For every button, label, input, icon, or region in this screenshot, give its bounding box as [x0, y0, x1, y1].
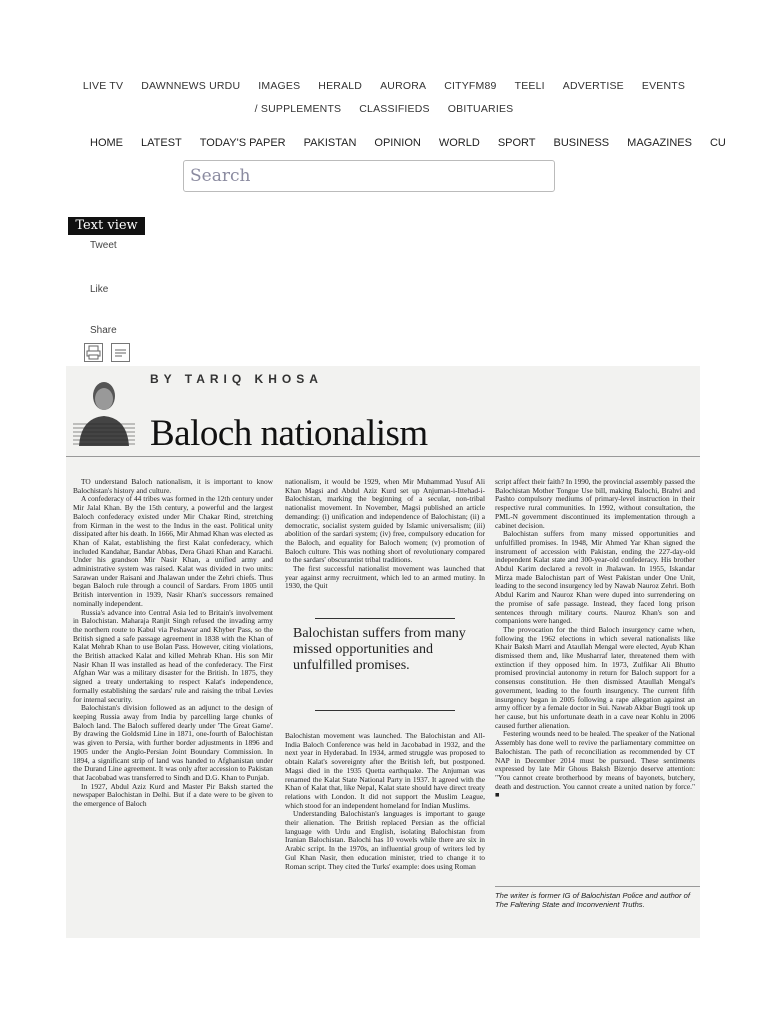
headline-rule	[66, 456, 700, 457]
text-view-button[interactable]: Text view	[68, 217, 145, 235]
nav-world[interactable]: WORLD	[438, 137, 480, 149]
top-link-aurora[interactable]: AURORA	[380, 79, 427, 92]
author-bio: The writer is former IG of Balochistan Police and author of The Faltering State and Inconvenient Truths.	[495, 886, 700, 909]
article-scan	[66, 366, 700, 938]
nav-cut-off-item[interactable]: CU	[709, 137, 726, 149]
top-link-cityfm89[interactable]: CITYFM89	[444, 79, 497, 92]
pull-quote-rule-bottom	[315, 710, 455, 711]
nav-latest[interactable]: LATEST	[141, 137, 182, 149]
paragraph: nationalism, it would be 1929, when Mir Muhammad Yusuf Ali Khan Magsi and Abdul Aziz Kurd set up Anjuman-i-Ittehad-i-Balochistan, marking the beginning of a secular, non-tribal nationalist movement. In November, Magsi published an article demanding: (i) unification and independence of Balochistan; (ii) a democratic, socialist system guided by Islamic universalism; (iii) abolition of the sardari system; (iv) free, compulsory education for the Baloch, and equality for Baloch women; (v) promotion of Baloch culture. This was nothing short of revolutionary compared to the sardars' obscurantist tribal traditions.	[285, 477, 485, 565]
paragraph: A confederacy of 44 tribes was formed in the 12th century under Mir Jalal Khan. By the 15th century, a powerful and the largest Baloch confederacy existed under Mir Chakar Rind, stretching from Kirman in the west to the Indus in the east. Political unity dissipated after his death. In 1666, Mir Ahmad Khan was elected as Khan of Kalat, establishing the first Kalat confederacy, which included Kandahar, Bandar Abbas, Dera Ghazi Khan and Karachi. Under his grandson Mir Nasir Khan, a unified army and administrative system was raised. Kalat was divided in two units: Sarawan under Raisani and Jhalawan under the Zehri chiefs. Thus began Baloch rule through a council of Sardars. From 1805 until British intervention in 1939, Nasir Khan's successors remained nominally independent.	[73, 494, 273, 608]
nav-magazines[interactable]: MAGAZINES	[627, 137, 692, 149]
top-link-events[interactable]: EVENTS	[641, 79, 686, 92]
author-portrait	[73, 374, 135, 446]
main-nav	[90, 137, 726, 149]
top-link-classifieds[interactable]: CLASSIFIEDS	[359, 102, 430, 115]
nav-pakistan[interactable]: PAKISTAN	[303, 137, 357, 149]
paragraph: The provocation for the third Baloch insurgency came when, following the 1962 elections in which several nationalists like Khair Baksh Marri and Ataullah Mengal were elected, Ayub Khan dismissed them and, like Musharraf later, threatened them with extinction if they opposed him. In 1973, Zulfikar Ali Bhutto promised provincial autonomy in return for Baloch support for a consensus constitution. He then dismissed Ataullah Mengal's government, leading to the fourth insurgency. The current fifth insurgency began in 2005 following a rape allegation against an army officer by a female doctor in Sui. Nawab Akbar Bugti took up her cause, but his unfortunate death in a cave near Kohlu in 2006 caused further alienation.	[495, 624, 695, 730]
tweet-link[interactable]: Tweet	[90, 240, 117, 251]
top-links-row-2	[0, 97, 768, 120]
pull-quote	[285, 614, 485, 714]
nav-sport[interactable]: SPORT	[497, 137, 536, 149]
nav-opinion[interactable]: OPINION	[374, 137, 421, 149]
paragraph: Balochistan suffers from many missed opportunities and unfulfilled promises. In 1948, Mir Ahmed Yar Khan signed the instrument of accession with Pakistan, ending the 227-day-old independent Kalat state and 300-year-old confederacy. His brother Abdul Karim declared a revolt in Jhalawan. In 1955, Iskandar Mirza made Balochistan part of West Pakistan under One Unit, leading to the second insurgency led by Nawab Nauroz Zehri. Both Abdul Karim and Nauroz Khan were duped into surrendering on the promise of safe passage. Instead, they faced long prison sentences through military courts. Nauroz Khan's son and companions were hanged.	[495, 529, 695, 626]
nav-home[interactable]: HOME	[90, 137, 123, 149]
top-link-herald[interactable]: HERALD	[318, 79, 363, 92]
paragraph: Russia's advance into Central Asia led to Britain's involvement in Balochistan. Maharaja Ranjit Singh refused the invading army the northern route to Kabul via Peshawar and Khyber Pass, so the British signed a safe passage agreement in 1838 with the Khan of Kalat Mehrab Khan to use Bolan Pass. However, citing violations, the British attacked Kalat and killed Mehrab Khan. His son Mir Nasir Khan II was installed as head of the confederacy. The First Afghan War was a military disaster for the British. In 1875, they signed a treaty undertaking to respect Kalat's independence, formally establishing the sardars' rule and raising the tribal Levies for internal security.	[73, 607, 273, 704]
top-link-dawnnews-urdu[interactable]: DAWNNEWS URDU	[141, 79, 241, 92]
paragraph: TO understand Baloch nationalism, it is important to know Balochistan's history and culture.	[73, 477, 273, 495]
top-link-obituaries[interactable]: OBITUARIES	[447, 102, 514, 115]
headline: Baloch nationalism	[150, 413, 428, 454]
printer-icon[interactable]	[84, 343, 103, 362]
top-link-teeli[interactable]: TEELI	[514, 79, 545, 92]
paragraph: The first successful nationalist movement was launched that year against army recruitment, which led to an armed mutiny. In 1930, the Quit	[285, 564, 485, 591]
like-link[interactable]: Like	[90, 284, 109, 295]
pull-quote-rule-top	[315, 618, 455, 619]
page-tools	[84, 343, 130, 362]
paragraph: Understanding Balochistan's languages is important to gauge their alienation. The British replaced Persian as the official language with Urdu and English, isolating Balochistan from Iranian Balochistan. Balochi has 10 vowels while there are six in Arabic script. In the 1970s, an influential group of writers led by Gul Khan Nasir, then education minister, tried to change it to Roman script. They cited the Turks' example: does using Roman	[285, 809, 485, 871]
paragraph: Balochistan's division followed as an adjunct to the design of keeping Russia away from India by parcelling large chunks of Baloch land. The Baloch suffered dearly under 'The Great Game'. By drawing the Goldsmid Line in 1871, one-fourth of Balochistan was given to Persia, with further border adjustments in 1896 and 1905 under the Anglo-Persian Joint Boundary Commission. In 1894, a significant strip of land was handed to Afghanistan under the Durand Line agreement. It was only after accession to Pakistan that Jacobabad was transferred to Sindh and D.G. Khan to Punjab.	[73, 703, 273, 782]
byline: BY TARIQ KHOSA	[150, 372, 323, 386]
search-input[interactable]	[183, 160, 555, 192]
top-links-row-1	[0, 74, 768, 97]
nav-business[interactable]: BUSINESS	[553, 137, 610, 149]
email-icon[interactable]	[111, 343, 130, 362]
column-3	[495, 478, 695, 800]
column-1	[73, 478, 273, 809]
top-link-supplements[interactable]: / SUPPLEMENTS	[254, 102, 342, 115]
share-link[interactable]: Share	[90, 325, 117, 336]
column-2-bottom	[285, 732, 485, 871]
paragraph: Festering wounds need to be healed. The speaker of the National Assembly has done well to revive the parliamentary committee on Balochistan. The path of reconciliation as recommended by CT NAP in December 2014 must be pursued. These sentiments expressed by late Mir Ghous Baksh Bizenjo deserve attention: "You cannot create brotherhood by means of bayonets, butchery, death and destruction. You cannot create a united nation by force." ■	[495, 729, 695, 800]
top-links	[0, 74, 768, 120]
column-2-top	[285, 478, 485, 591]
paragraph: In 1927, Abdul Aziz Kurd and Master Pir Baksh started the newspaper Balochistan in Delhi. But if a date were to be given to the emergence of Baloch	[73, 781, 273, 809]
paragraph: Balochistan movement was launched. The Balochistan and All-India Baloch Conference was held in Jacobabad in 1932, and the next year in Hyderabad. In 1934, armed struggle was proposed to obtain Kalat's sovereignty after the British left, but postponed. Magsi died in the 1935 Quetta earthquake. The Anjuman was renamed the Kalat State National Party in 1937. It agreed with the Khan of Kalat that, like Nepal, Kalat state should have direct treaty relations with London. It did not support the Muslim League, which stood for an independent homeland for Indian Muslims.	[285, 731, 485, 810]
nav-todays-paper[interactable]: TODAY'S PAPER	[199, 137, 286, 149]
top-link-live-tv[interactable]: LIVE TV	[82, 79, 124, 92]
top-link-images[interactable]: IMAGES	[258, 79, 301, 92]
pull-quote-text: Balochistan suffers from many missed opportunities and unfulfilled promises.	[293, 626, 466, 673]
paragraph: script affect their faith? In 1990, the provincial assembly passed the Balochistan Mother Tongue Use bill, making Balochi, Brahvi and Pashto compulsory mediums of primary-level instruction in their respective rural communities. In 1992, without consultation, the PML-N government discontinued its implementation through a cabinet decision.	[495, 477, 695, 530]
top-link-advertise[interactable]: ADVERTISE	[562, 79, 624, 92]
